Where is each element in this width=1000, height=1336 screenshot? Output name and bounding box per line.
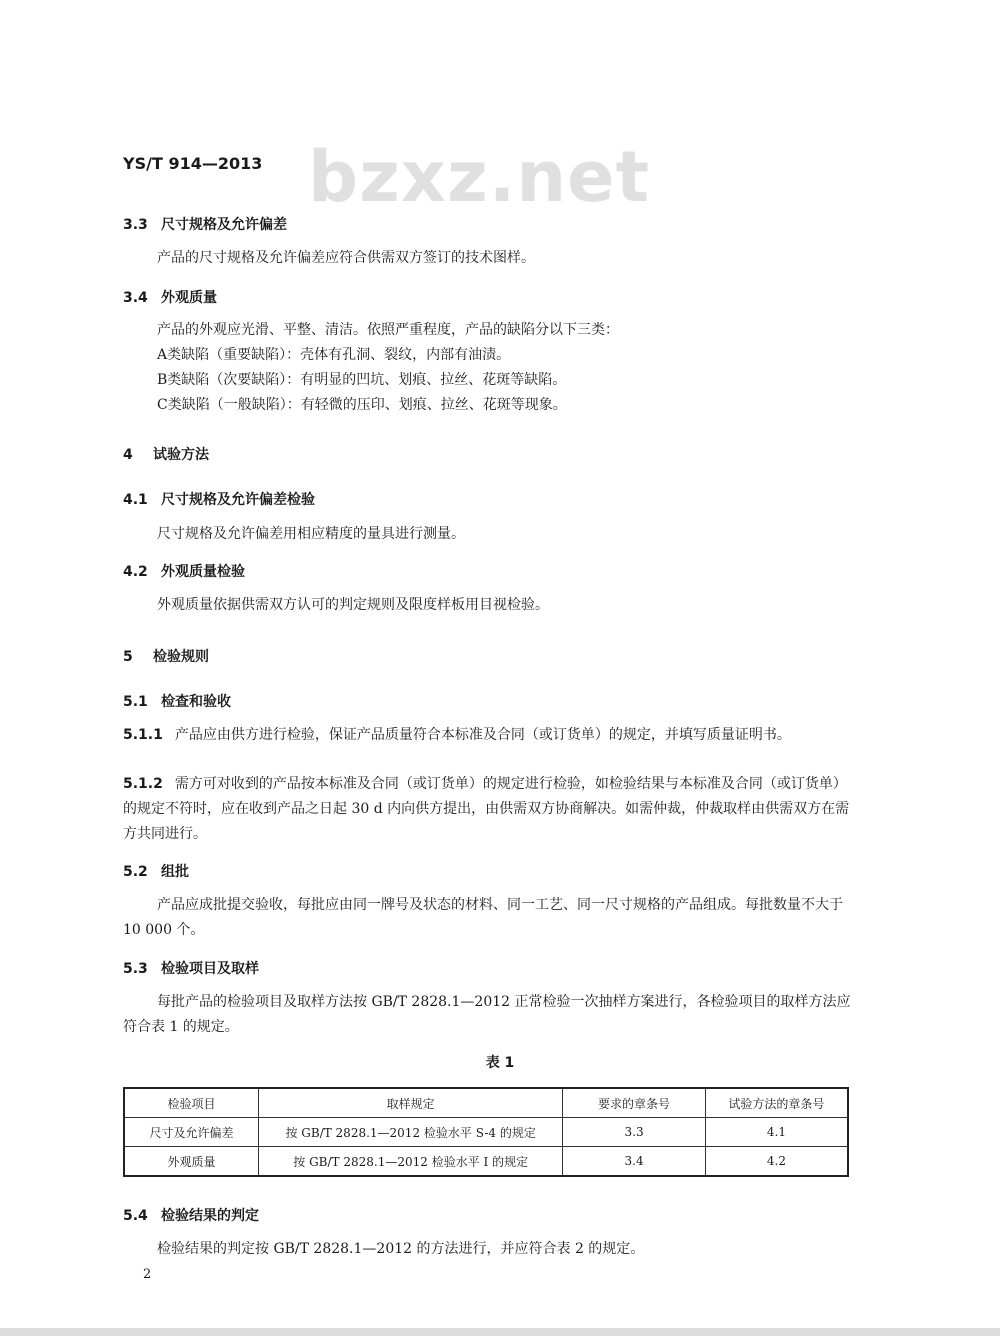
table-row	[124, 1147, 848, 1177]
heading-number: 5.1	[123, 694, 148, 710]
heading-number: 3.3	[123, 217, 148, 233]
heading-title: 试验方法	[153, 447, 209, 463]
heading-number: 5.3	[123, 961, 148, 977]
heading-4-1	[123, 489, 315, 509]
paragraph-5-4: 检验结果的判定按 GB/T 2828.1—2012 的方法进行，并应符合表 2 的规定。	[157, 1241, 645, 1257]
heading-title: 检验项目及取样	[161, 961, 259, 977]
clause-text: 需方可对收到的产品按本标准及合同（或订货单）的规定进行检验，如检验结果与本标准及合同（或订货单）的规定不符时，应在收到产品之日起 30 d 内向供方提出，由供需双方协商解决。如需仲裁，仲裁取样由供需双方在需方共同进行。	[123, 776, 850, 842]
heading-title: 外观质量	[161, 290, 217, 306]
heading-number: 5	[123, 649, 133, 665]
clause-5-1-1	[123, 723, 853, 748]
clause-5-1-2	[123, 772, 853, 847]
table-header-cell: 检验项目	[124, 1088, 259, 1118]
paragraph-4-2: 外观质量依据供需双方认可的判定规则及限度样板用目视检验。	[157, 597, 549, 613]
heading-3-4	[123, 287, 217, 307]
heading-title: 尺寸规格及允许偏差检验	[161, 492, 315, 508]
paragraph-5-2: 产品应成批提交验收，每批应由同一牌号及状态的材料、同一工艺、同一尺寸规格的产品组成。每批数量不大于 10 000 个。	[123, 897, 843, 938]
heading-title: 外观质量检验	[161, 564, 245, 580]
heading-5-4	[123, 1205, 259, 1225]
table-cell: 尺寸及允许偏差	[124, 1118, 259, 1147]
table-cell: 外观质量	[124, 1147, 259, 1177]
clause-number: 5.1.2	[123, 776, 163, 792]
paragraph-4-1: 尺寸规格及允许偏差用相应精度的量具进行测量。	[157, 526, 465, 542]
heading-3-3	[123, 214, 287, 234]
table-caption: 表 1	[485, 1055, 515, 1071]
heading-title: 检验结果的判定	[161, 1208, 259, 1224]
heading-title: 尺寸规格及允许偏差	[161, 217, 287, 233]
paragraph-5-3: 每批产品的检验项目及取样方法按 GB/T 2828.1—2012 正常检验一次抽样方案进行，各检验项目的取样方法应符合表 1 的规定。	[123, 994, 851, 1035]
table-header-cell: 要求的章条号	[563, 1088, 706, 1118]
inspection-table	[123, 1087, 849, 1177]
heading-5-3	[123, 958, 259, 978]
table-cell: 3.3	[563, 1118, 706, 1147]
clause-number: 5.1.1	[123, 727, 163, 743]
heading-number: 4.1	[123, 492, 148, 508]
heading-title: 检验规则	[153, 649, 209, 665]
table-row	[124, 1118, 848, 1147]
page-bottom-edge	[0, 1328, 1000, 1336]
paragraph-3-3: 产品的尺寸规格及允许偏差应符合供需双方签订的技术图样。	[157, 250, 535, 266]
heading-number: 4	[123, 447, 133, 463]
page-number: 2	[143, 1267, 152, 1282]
paragraph-3-4	[157, 318, 887, 418]
table-cell: 按 GB/T 2828.1—2012 检验水平 S-4 的规定	[259, 1118, 563, 1147]
table-cell: 3.4	[563, 1147, 706, 1177]
heading-number: 5.4	[123, 1208, 148, 1224]
heading-number: 5.2	[123, 864, 148, 880]
table-cell: 按 GB/T 2828.1—2012 检验水平 Ⅰ 的规定	[259, 1147, 563, 1177]
text-line: C类缺陷（一般缺陷）：有轻微的压印、划痕、拉丝、花斑等现象。	[157, 397, 567, 413]
heading-5-1	[123, 691, 231, 711]
heading-5-2	[123, 861, 189, 881]
heading-title: 组批	[161, 864, 189, 880]
text-line: A类缺陷（重要缺陷）：壳体有孔洞、裂纹，内部有油渍。	[157, 347, 511, 363]
text-line: B类缺陷（次要缺陷）：有明显的凹坑、划痕、拉丝、花斑等缺陷。	[157, 372, 567, 388]
heading-4-2	[123, 561, 245, 581]
heading-5	[123, 646, 209, 666]
clause-text: 产品应由供方进行检验，保证产品质量符合本标准及合同（或订货单）的规定，并填写质量证明书。	[174, 727, 791, 743]
table-cell: 4.1	[705, 1118, 848, 1147]
heading-title: 检查和验收	[161, 694, 231, 710]
heading-number: 3.4	[123, 290, 148, 306]
watermark: bzxz.net	[308, 136, 651, 218]
table-header-cell: 取样规定	[259, 1088, 563, 1118]
heading-4	[123, 444, 209, 464]
table-header-row	[124, 1088, 848, 1118]
standard-code: YS/T 914—2013	[123, 154, 263, 173]
table-header-cell: 试验方法的章条号	[705, 1088, 848, 1118]
table-cell: 4.2	[705, 1147, 848, 1177]
text-line: 产品的外观应光滑、平整、清洁。依照严重程度，产品的缺陷分以下三类：	[157, 322, 619, 338]
heading-number: 4.2	[123, 564, 148, 580]
